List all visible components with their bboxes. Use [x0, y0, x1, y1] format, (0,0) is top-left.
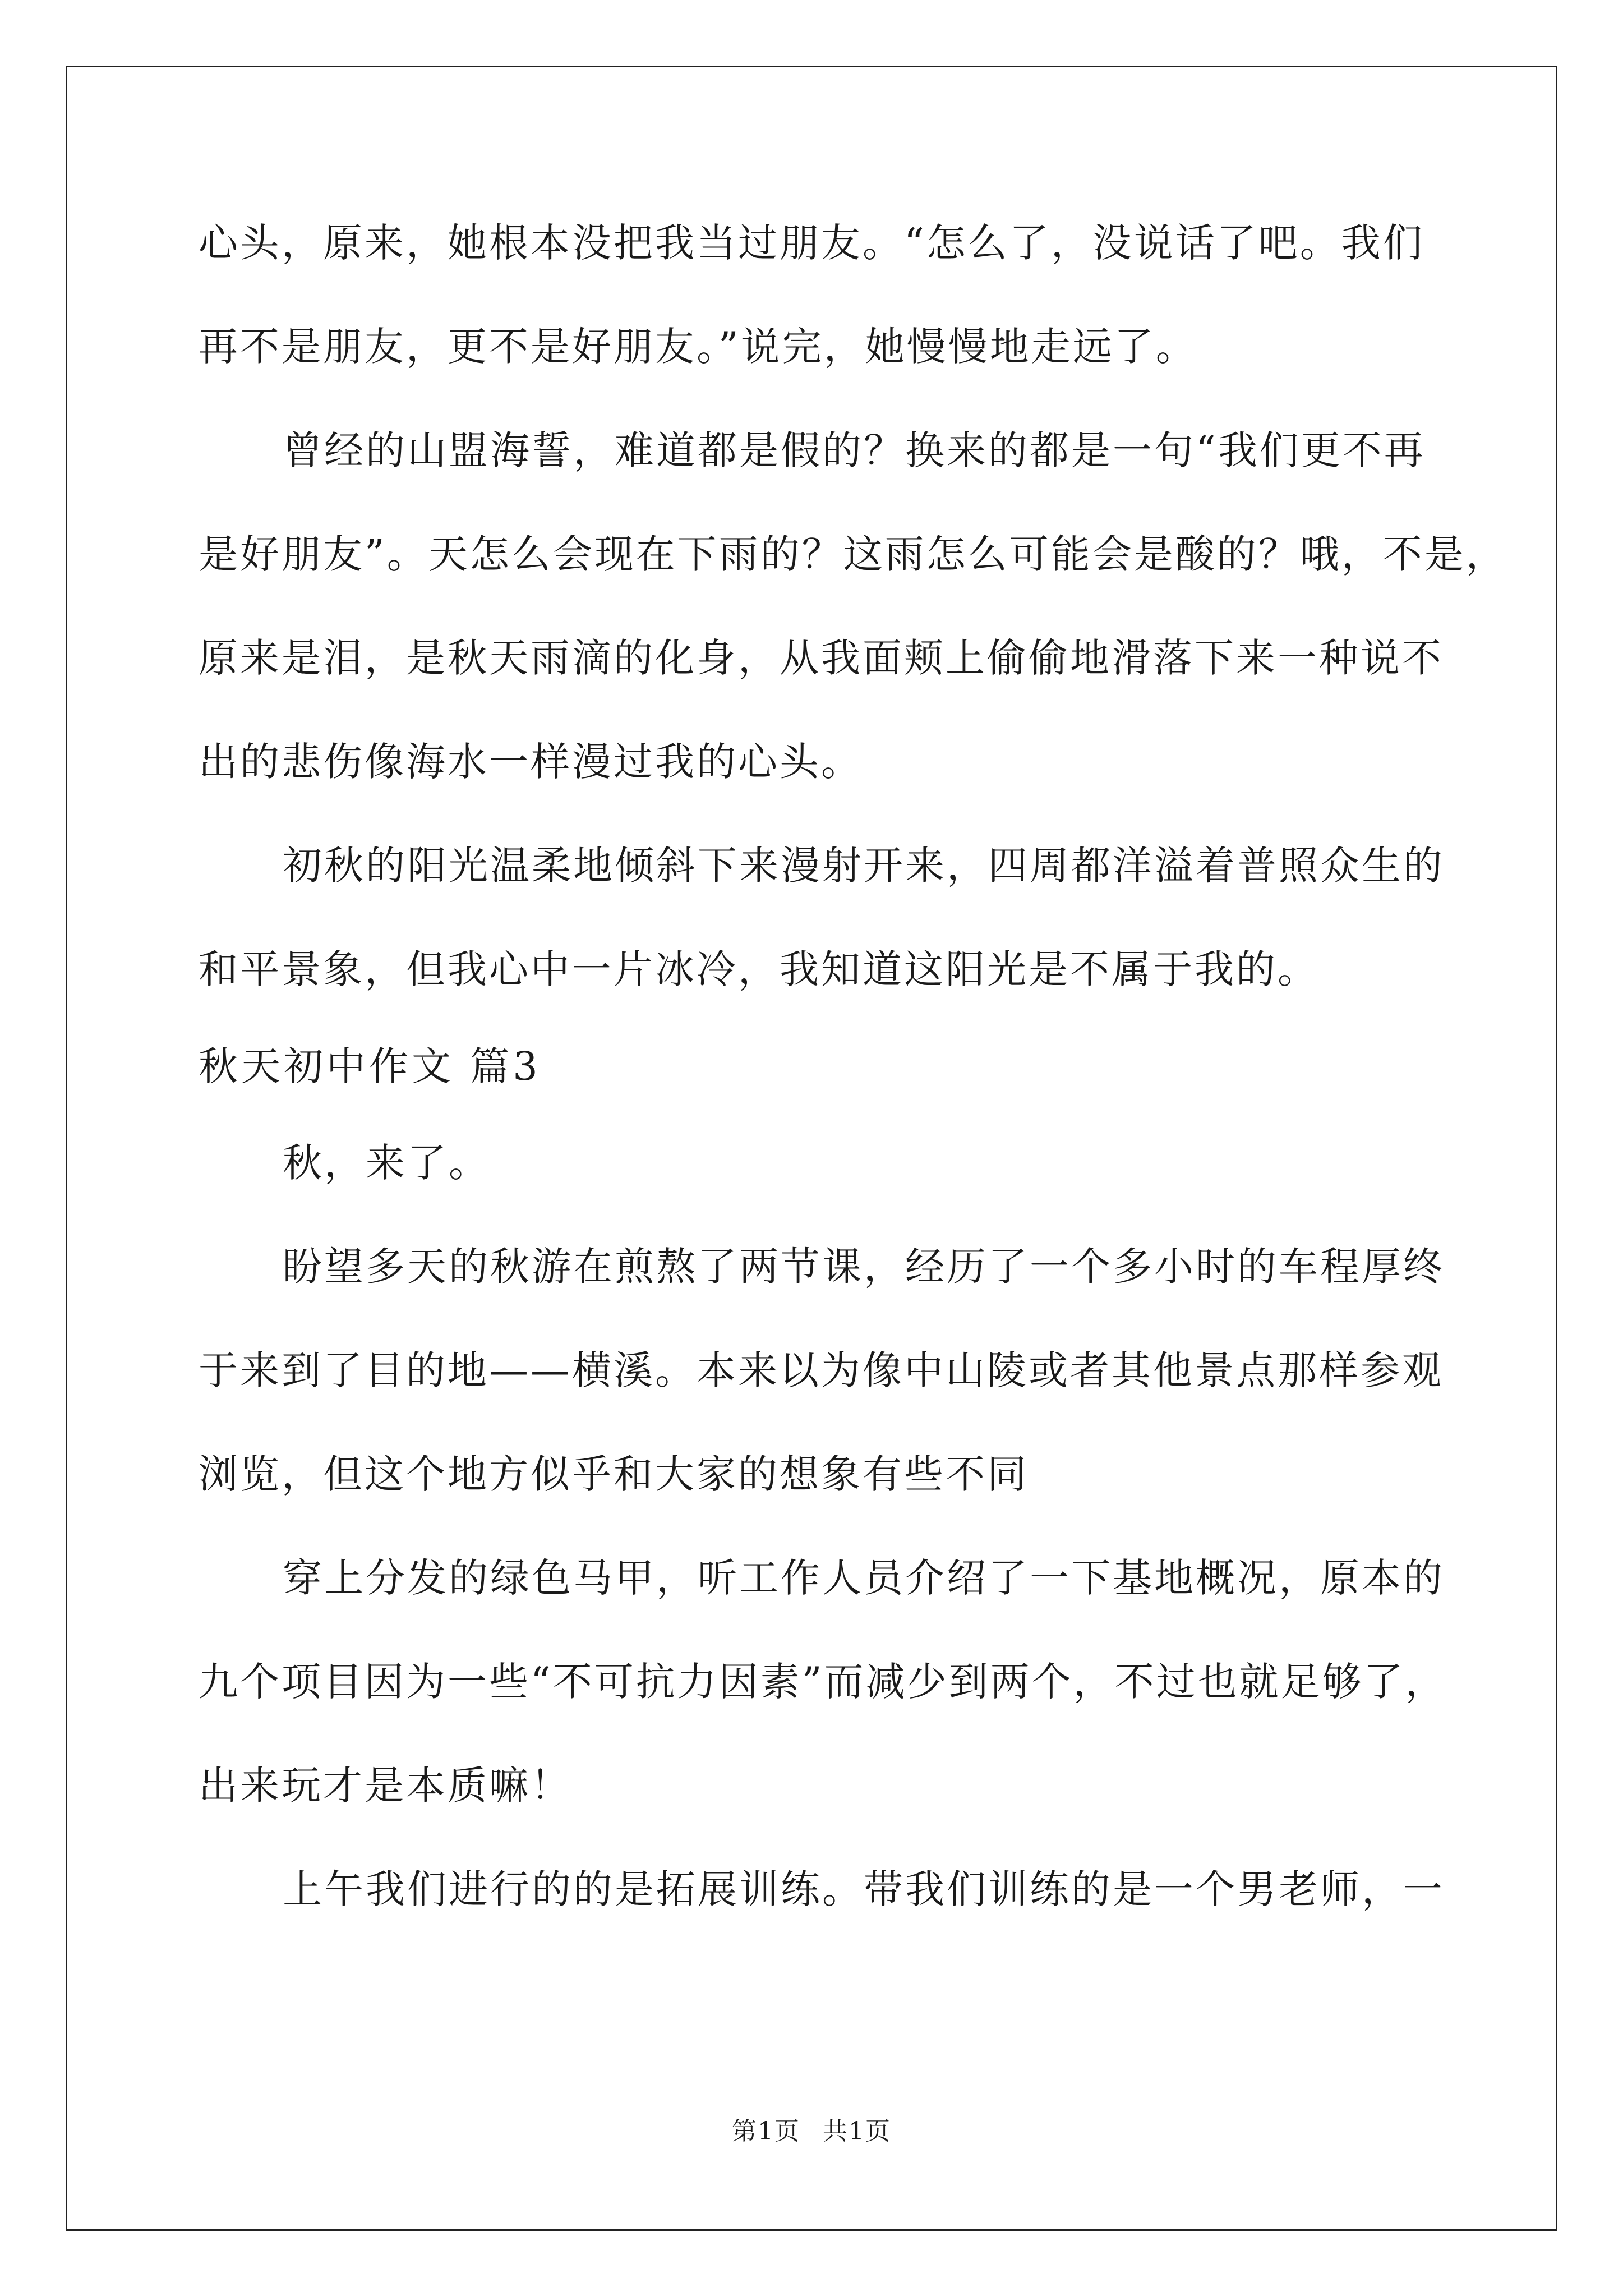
paragraph-line: 浏览，但这个地方似乎和大家的想象有些不同 — [199, 1451, 1029, 1497]
paragraph-line: 心头，原来，她根本没把我当过朋友。“怎么了，没说话了吧。我们 — [199, 220, 1424, 266]
paragraph-line: 初秋的阳光温柔地倾斜下来漫射开来，四周都洋溢着普照众生的 — [283, 843, 1445, 889]
page-footer — [0, 2115, 1623, 2148]
paragraph-line: 再不是朋友，更不是好朋友。”说完，她慢慢地走远了。 — [199, 324, 1197, 370]
paragraph-line: 出来玩才是本质嘛！ — [199, 1763, 572, 1809]
section-heading: 秋天初中作文 篇3 — [199, 1043, 541, 1089]
paragraph-line: 曾经的山盟海誓，难道都是假的？换来的都是一句“我们更不再 — [283, 427, 1426, 473]
paragraph-line: 出的悲伤像海水一样漫过我的心头。 — [199, 739, 863, 785]
paragraph-line: 原来是泪，是秋天雨滴的化身，从我面颊上偷偷地滑落下来一种说不 — [199, 635, 1444, 681]
paragraph-line: 盼望多天的秋游在煎熬了两节课，经历了一个多小时的车程厚终 — [283, 1244, 1445, 1290]
paragraph-line: 是好朋友”。天怎么会现在下雨的？这雨怎么可能会是酸的？哦，不是， — [199, 531, 1507, 577]
paragraph-line: 穿上分发的绿色马甲，听工作人员介绍了一下基地概况，原本的 — [283, 1555, 1445, 1601]
paragraph-line: 于来到了目的地——横溪。本来以为像中山陵或者其他景点那样参观 — [199, 1347, 1444, 1393]
page-number-total: 共1页 — [823, 2117, 891, 2146]
paragraph-line: 上午我们进行的的是拓展训练。带我们训练的是一个男老师，一 — [283, 1866, 1445, 1912]
paragraph-line: 和平景象，但我心中一片冰冷，我知道这阳光是不属于我的。 — [199, 946, 1319, 992]
paragraph-line: 秋，来了。 — [283, 1140, 490, 1186]
page-number-current: 第1页 — [732, 2117, 800, 2146]
paragraph-line: 九个项目因为一些“不可抗力因素”而减少到两个，不过也就足够了， — [199, 1659, 1447, 1705]
